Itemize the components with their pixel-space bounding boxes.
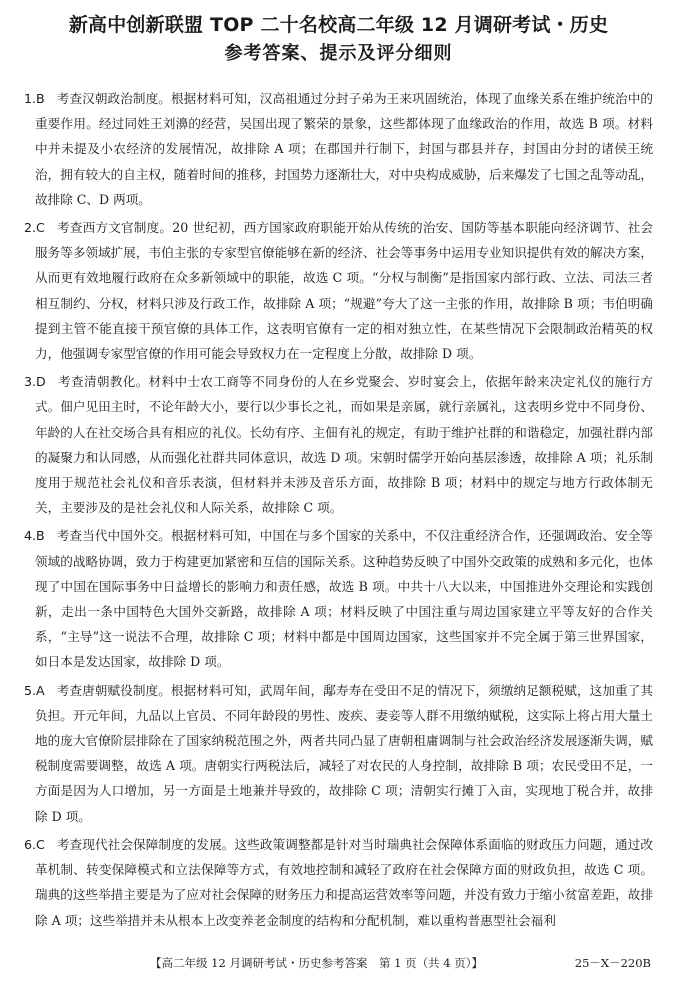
answer-item-6 [24, 832, 653, 933]
footer-exam-code: 25－X－220B [574, 956, 651, 970]
footer-page-info: 【高二年级 12 月调研考试・历史参考答案 第 1 页（共 4 页）】 [150, 956, 483, 970]
answer-key: 2.C [24, 220, 45, 236]
answer-list [24, 86, 653, 933]
answer-key: 4.B [24, 528, 45, 544]
answer-explanation: 考查当代中国外交。根据材料可知，中国在与多个国家的关系中，不仅注重经济合作，还强调政治、安全等领域的战略协调，致力于构建更加紧密和互信的国际关系。这种趋势反映了中国外交政策的成熟和多元化，也体现了中国在国际事务中日益增长的影响力和责任感，故选 B 项。中共十八大以来，中国推进外交理论和实践创新，走出一条中国特色大国外交新路，故排除 A 项；材料反映了中国注重与周边国家建立平等友好的合作关系，“主导”这一说法不合理，故排除 C 项；材料中都是中国周边国家，这些国家并不完全属于第三世界国家，如日本是发达国家，故排除 D 项。 [35, 528, 653, 670]
answer-item-4 [24, 523, 653, 674]
answer-explanation: 考查唐朝赋役制度。根据材料可知，武周年间，鄅寿寿在受田不足的情况下，须缴纳足额税赋，这加重了其负担。开元年间，九品以上官员、不同年龄段的男性、废疾、妻妾等人群不用缴纳赋税，这实际上将占用大量土地的庞大官僚阶层排除在了国家纳税范围之外，两者共同凸显了唐朝租庸调制与社会政治经济发展逐渐失调，赋税制度需要调整，故选 A 项。唐朝实行两税法后，减轻了对农民的人身控制，故排除 B 项；农民受田不足，一方面是因为人口增加，另一方面是土地兼并导致的，故排除 C 项；清朝实行摊丁入亩，实现地丁税合并，故排除 D 项。 [35, 682, 653, 824]
answer-explanation: 考查汉朝政治制度。根据材料可知，汉高祖通过分封子弟为王来巩固统治，体现了血缘关系在维护统治中的重要作用。经过同姓王刘濞的经营，吴国出现了繁荣的景象，这些都体现了血缘政治的作用，故选 B 项。材料中并未提及小农经济的发展情况，故排除 A 项；在郡国并行制下，封国与郡县并存，封国由分封的诸侯王统治，拥有较大的自主权，随着时间的推移，封国势力逐渐壮大，对中央构成威胁，后来爆发了七国之乱等动乱，故排除 C、D 两项。 [35, 91, 653, 207]
answer-item-5 [24, 678, 653, 829]
page-subtitle: 参考答案、提示及评分细则 [224, 43, 453, 64]
answer-key: 6.C [24, 836, 45, 852]
answer-explanation: 考查现代社会保障制度的发展。这些政策调整都是针对当时瑞典社会保障体系面临的财政压力问题，通过改革机制、转变保障模式和立法保障等方式，有效地控制和减轻了政府在社会保障方面的财政负担，故选 C 项。瑞典的这些举措主要是为了应对社会保障的财务压力和提高运营效率等问题，并没有致力于缩小贫富差距，故排除 A 项；这些举措并未从根本上改变养老金制度的结构和分配机制，难以重构普惠型社会福利 [35, 836, 653, 928]
answer-item-2 [24, 215, 653, 366]
page-title: 新高中创新联盟 TOP 二十名校高二年级 12 月调研考试・历史 [68, 14, 609, 36]
answer-key: 1.B [24, 91, 45, 106]
answer-key: 5.A [24, 682, 45, 698]
answer-item-1 [24, 86, 653, 212]
answer-key: 3.D [24, 374, 46, 390]
answer-explanation: 考查清朝教化。材料中士农工商等不同身份的人在乡党聚会、岁时宴会上，依据年龄来决定礼仪的施行方式。佃户见田主时，不论年龄大小，要行以少事长之礼，而如果是亲属，就行亲属礼，这表明乡党中不同身份、年龄的人在社交场合具有相应的礼仪。长幼有序、主佃有礼的规定，有助于维护社群的和谐稳定，加强社群内部的凝聚力和认同感，从而强化社群共同体意识，故选 D 项。宋朝时儒学开始向基层渗透，故排除 A 项；礼乐制度用于规范社会礼仪和音乐表演，但材料并未涉及音乐方面，故排除 B 项；材料中的规定与地方行政体制无关，主要涉及的是社会礼仪和人际关系，故排除 C 项。 [35, 374, 653, 516]
answer-explanation: 考查西方文官制度。20 世纪初，西方国家政府职能开始从传统的治安、国防等基本职能向经济调节、社会服务等多领域扩展，韦伯主张的专家型官僚能够在新的经济、社会等事务中运用专业知识提供有效的解决方案，从而更有效地履行政府在众多新领域中的职能，故选 C 项。“分权与制衡”是指国家内部行政、立法、司法三者相互制约、分权，材料只涉及行政工作，故排除 A 项；“规避”夸大了这一主张的作用，故排除 B 项；韦伯明确提到主管不能直接干预官僚的具体工作，这表明官僚有一定的相对独立性，在某些情况下会限制政治精英的权力，他强调专家型官僚的作用可能会导致权力在一定程度上分散，故排除 D 项。 [35, 220, 653, 362]
answer-item-3 [24, 369, 653, 520]
